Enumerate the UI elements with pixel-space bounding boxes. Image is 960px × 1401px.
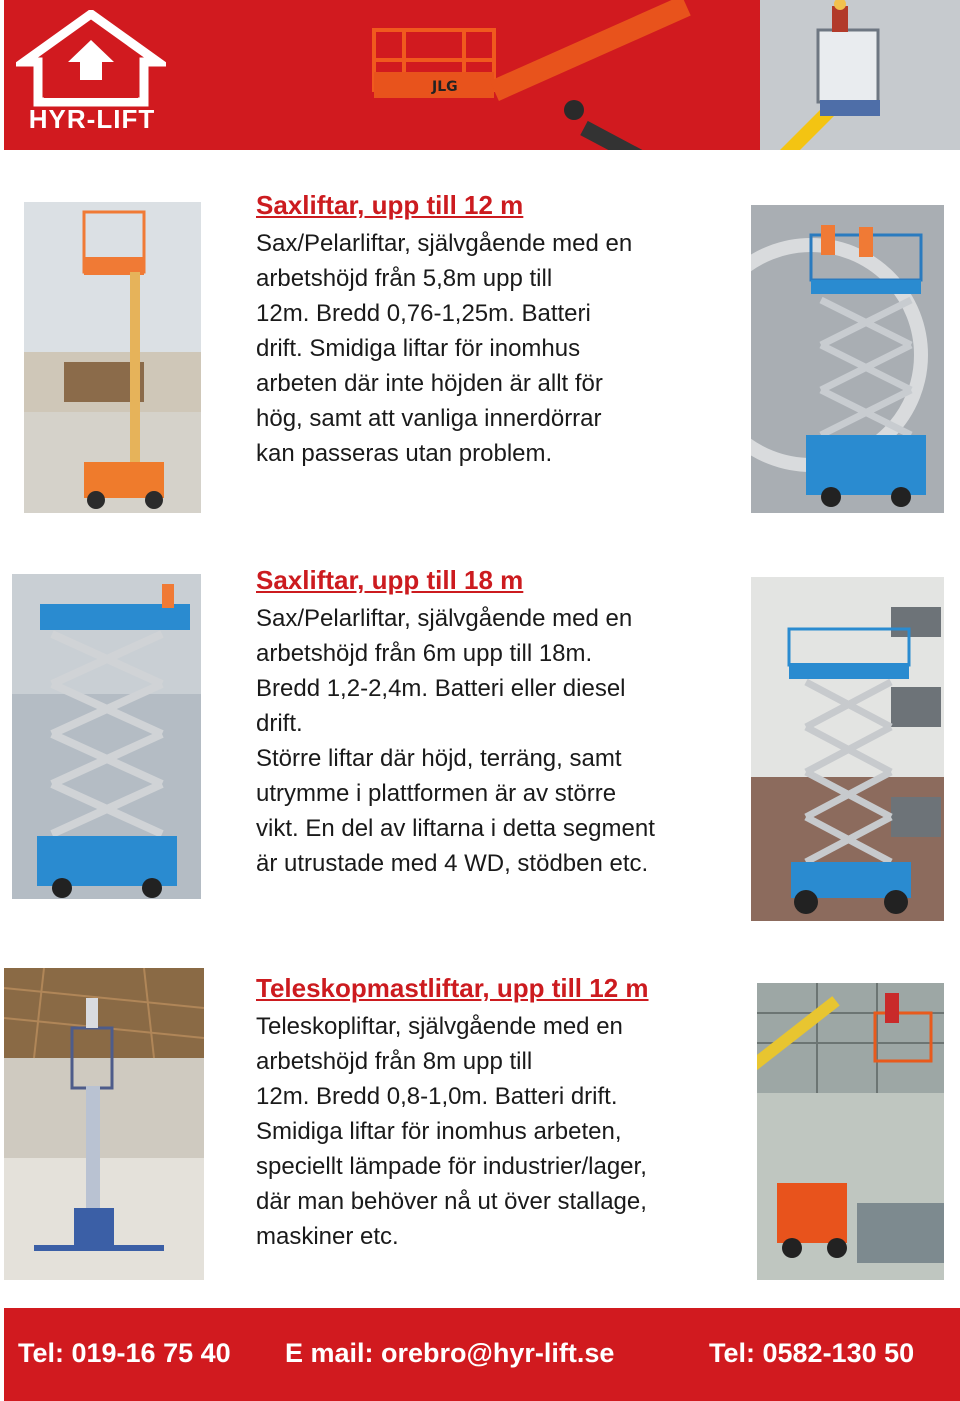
section-description: Teleskopliftar, självgående med en arbetshöjd från 8m upp till 12m. Bredd 0,8-1,0m. Batteri drift. Smidiga liftar för inomhus arbeten, speciellt lämpade för industrier/lager, där man behöver nå ut över stallage, maskiner etc.: [256, 1013, 647, 1250]
scissor-lift-photo-18m-right: [751, 577, 944, 921]
section-description: Sax/Pelarliftar, självgående med en arbetshöjd från 5,8m upp till 12m. Bredd 0,76-1,25m. Batteri drift. Smidiga liftar för inomhus arbeten där inte höjden är allt för hög, samt att vanliga innerdörrar kan passeras utan problem.: [256, 230, 633, 467]
scissor-lift-photo-12m: [751, 205, 944, 513]
section-scissor-lifts-12m: [256, 188, 726, 471]
phone-orebro[interactable]: Tel: 019-16 75 40: [18, 1338, 231, 1368]
jlg-label: JLG: [432, 79, 458, 95]
articulated-lift-photo: [760, 0, 960, 150]
telescopic-mast-lift-photo: [4, 968, 204, 1280]
section-description: Sax/Pelarliftar, självgående med en arbetshöjd från 6m upp till 18m. Bredd 1,2-2,4m. Batteri eller diesel drift. Större liftar där höjd, terräng, samt utrymme i plattformen är av större vikt. En del av liftarna i detta segment är utrustade med 4 WD, stödben etc.: [256, 605, 655, 877]
contact-footer: [4, 1308, 960, 1401]
scissor-lift-photo-18m-left: [12, 574, 201, 899]
boom-lift-factory-photo: [757, 983, 944, 1280]
boom-lift-photo: [344, 0, 724, 150]
header-banner: [4, 0, 960, 150]
email-link[interactable]: E mail: orebro@hyr-lift.se: [285, 1338, 615, 1368]
phone-second[interactable]: Tel: 0582-130 50: [709, 1338, 915, 1368]
section-scissor-lifts-18m: [256, 563, 726, 881]
section-title: Saxliftar, upp till 18 m: [256, 565, 524, 595]
section-title: Saxliftar, upp till 12 m: [256, 190, 524, 220]
section-title: Teleskopmastliftar, upp till 12 m: [256, 973, 649, 1003]
section-telescopic-lifts-12m: [256, 971, 726, 1254]
mast-lift-photo: [24, 202, 201, 513]
logo-wordmark: HYR-LIFT: [28, 104, 156, 134]
